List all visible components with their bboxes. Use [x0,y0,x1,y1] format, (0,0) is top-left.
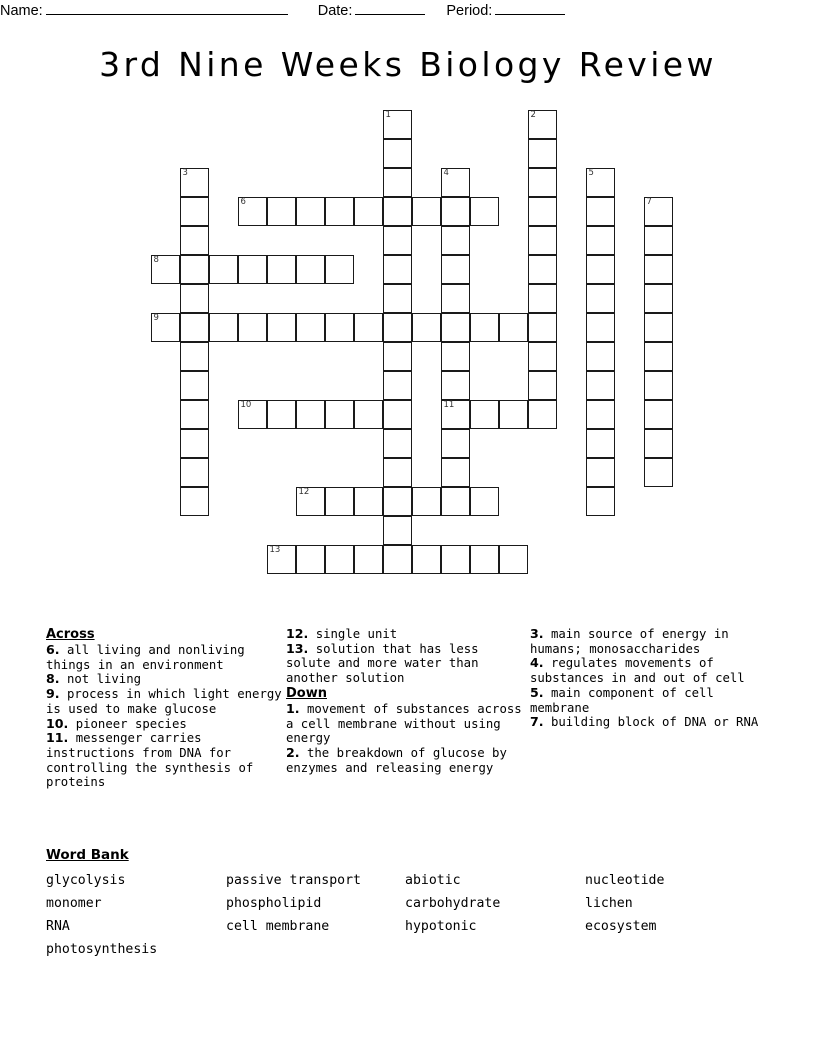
date-label: Date: [317,3,353,19]
crossword-cell[interactable] [412,487,441,516]
crossword-cell[interactable] [499,400,528,429]
clues-column-1 [46,627,282,790]
crossword-cell[interactable] [383,487,412,516]
crossword-cell[interactable] [470,197,499,226]
clue-number: 1. [286,700,300,716]
word-bank-list [46,869,776,961]
clue-text: messenger carries instructions from DNA for controlling the synthesis of proteins [46,731,254,790]
crossword-cell[interactable] [267,197,296,226]
crossword-cell[interactable] [383,342,412,371]
crossword-cell[interactable] [180,429,209,458]
clue-text: regulates movements of substances in and out of cell [530,656,745,686]
clue-text: not living [59,672,141,687]
crossword-cell[interactable] [644,400,673,429]
crossword-cell[interactable] [441,400,470,429]
word-bank-item: monomer [46,896,102,911]
crossword-cell[interactable] [586,429,615,458]
clue-item [530,627,774,656]
word-bank-title: Word Bank [46,847,129,863]
crossword-cell[interactable] [586,313,615,342]
crossword-cell[interactable] [644,226,673,255]
clue-number: 8. [46,671,60,687]
crossword-cell[interactable] [180,197,209,226]
crossword-cell[interactable] [383,545,412,574]
crossword-cell[interactable] [383,110,412,139]
crossword-cell[interactable] [180,168,209,197]
word-bank-item: carbohydrate [405,896,501,911]
clue-text: solution that has less solute and more water than another solution [286,641,479,686]
crossword-cell[interactable] [586,458,615,487]
word-bank-item: phospholipid [226,896,322,911]
clue-item [286,627,526,642]
period-label: Period: [446,3,493,19]
crossword-cell[interactable] [180,226,209,255]
crossword-cell-number: 13 [269,545,281,555]
crossword-cell[interactable] [383,458,412,487]
word-bank-row [46,915,776,938]
clue-item [286,702,526,746]
crossword-cell[interactable] [441,458,470,487]
crossword-cell[interactable] [383,371,412,400]
crossword-cell[interactable] [180,487,209,516]
clues-section [46,627,774,842]
crossword-cell[interactable] [528,110,557,139]
crossword-cell-number: 11 [443,400,455,410]
clues-column-2 [286,627,526,775]
crossword-cell[interactable] [644,255,673,284]
crossword-cell[interactable] [441,168,470,197]
crossword-cell-number: 7 [646,197,652,207]
crossword-cell[interactable] [383,197,412,226]
crossword-cell[interactable] [586,197,615,226]
crossword-cell[interactable] [499,313,528,342]
crossword-cell[interactable] [238,400,267,429]
crossword-cell[interactable] [441,226,470,255]
crossword-cell[interactable] [296,487,325,516]
word-bank-item: abiotic [405,873,461,888]
clue-item [46,672,282,687]
word-bank-section [46,845,776,961]
clue-number: 7. [530,714,544,730]
crossword-cell[interactable] [267,255,296,284]
crossword-cell[interactable] [209,313,238,342]
crossword-cell[interactable] [180,371,209,400]
crossword-cell[interactable] [296,197,325,226]
word-bank-item: hypotonic [405,919,477,934]
crossword-cell[interactable] [528,168,557,197]
word-bank-row [46,869,776,892]
name-label: Name: [0,3,43,19]
crossword-cell[interactable] [180,400,209,429]
crossword-cell-number: 4 [443,168,449,178]
crossword-cell[interactable] [267,313,296,342]
crossword-cell[interactable] [441,545,470,574]
clue-text: main component of cell membrane [530,685,714,715]
crossword-cell[interactable] [470,313,499,342]
clue-item [46,687,282,716]
crossword-cell[interactable] [644,458,673,487]
crossword-cell-number: 10 [240,400,252,410]
crossword-cell[interactable] [180,255,209,284]
crossword-cell[interactable] [586,371,615,400]
page-title: 3rd Nine Weeks Biology Review [99,45,717,84]
crossword-cell[interactable] [441,313,470,342]
crossword-cell[interactable] [383,168,412,197]
crossword-cell[interactable] [383,255,412,284]
word-bank-row [46,938,776,961]
clues-column-3 [530,627,774,730]
crossword-cell[interactable] [296,255,325,284]
crossword-cell[interactable] [528,284,557,313]
crossword-cell[interactable] [354,545,383,574]
clue-item [46,731,282,790]
crossword-cell[interactable] [586,226,615,255]
crossword-cell[interactable] [180,458,209,487]
word-bank-item: photosynthesis [46,942,158,957]
crossword-cell[interactable] [528,400,557,429]
crossword-cell[interactable] [441,487,470,516]
crossword-cell[interactable] [383,429,412,458]
crossword-cell[interactable] [586,400,615,429]
crossword-cell[interactable] [644,284,673,313]
crossword-cell[interactable] [441,371,470,400]
crossword-cell[interactable] [499,545,528,574]
crossword-cell[interactable] [441,255,470,284]
crossword-cell[interactable] [586,284,615,313]
crossword-cell[interactable] [441,429,470,458]
crossword-cell[interactable] [180,342,209,371]
word-bank-item: cell membrane [226,919,330,934]
clue-item [46,643,282,672]
clue-number: 3. [530,626,544,641]
crossword-cell[interactable] [470,545,499,574]
clue-text: process in which light energy is used to make glucose [46,687,282,716]
clue-text: single unit [308,627,398,641]
crossword-cell-number: 8 [153,255,159,265]
crossword-cell[interactable] [644,429,673,458]
crossword-cell[interactable] [383,226,412,255]
crossword-cell[interactable] [325,197,354,226]
crossword-cell[interactable] [325,545,354,574]
crossword-cell[interactable] [325,487,354,516]
crossword-cell[interactable] [528,313,557,342]
crossword-cell[interactable] [441,197,470,226]
crossword-cell[interactable] [586,168,615,197]
clue-number: 5. [530,684,544,700]
crossword-cell[interactable] [470,400,499,429]
crossword-cell[interactable] [528,255,557,284]
clue-item [286,746,526,775]
crossword-cell[interactable] [528,197,557,226]
across-heading: Across [46,627,95,642]
crossword-cell[interactable] [354,313,383,342]
word-bank-row [46,892,776,915]
crossword-cell[interactable] [412,545,441,574]
crossword-cell[interactable] [383,284,412,313]
down-heading: Down [286,685,327,701]
crossword-cell[interactable] [209,255,238,284]
crossword-cell[interactable] [441,284,470,313]
crossword-cell[interactable] [586,255,615,284]
clue-item [530,715,774,730]
crossword-cell[interactable] [528,342,557,371]
clue-item [46,717,282,732]
crossword-cell[interactable] [441,342,470,371]
crossword-cell[interactable] [528,226,557,255]
crossword-cell-number: 1 [385,110,391,120]
crossword-cell-number: 2 [530,110,536,120]
crossword-cell[interactable] [296,545,325,574]
crossword-cell[interactable] [151,313,180,342]
crossword-cell[interactable] [412,197,441,226]
clue-item [530,656,774,685]
crossword-cell[interactable] [470,487,499,516]
clue-number: 11. [46,730,69,746]
crossword-cell[interactable] [586,487,615,516]
crossword-cell[interactable] [644,313,673,342]
crossword-cell[interactable] [644,342,673,371]
word-bank-item: RNA [46,919,70,934]
crossword-cell[interactable] [238,313,267,342]
crossword-cell[interactable] [412,313,441,342]
crossword-cell[interactable] [151,255,180,284]
clue-text: the breakdown of glucose by enzymes and releasing energy [286,745,507,775]
clue-item [286,642,526,686]
word-bank-item: nucleotide [585,873,665,888]
clue-number: 13. [286,640,309,656]
clue-text: building block of DNA or RNA [543,715,759,730]
crossword-cell[interactable] [644,371,673,400]
crossword-cell[interactable] [383,139,412,168]
clue-item [530,686,774,715]
clue-number: 9. [46,686,60,702]
crossword-cell[interactable] [383,400,412,429]
crossword-cell[interactable] [354,197,383,226]
crossword-cell[interactable] [238,255,267,284]
crossword-cell[interactable] [528,371,557,400]
crossword-cell-number: 3 [182,168,188,178]
crossword-cell-number: 6 [240,197,246,207]
clue-number: 12. [286,626,309,641]
word-bank-item: passive transport [226,873,361,888]
crossword-cell[interactable] [383,516,412,545]
crossword-cell[interactable] [180,313,209,342]
crossword-cell[interactable] [296,400,325,429]
clue-number: 6. [46,642,60,657]
clue-number: 2. [286,744,300,760]
word-bank-item: glycolysis [46,873,126,888]
crossword-cell[interactable] [325,400,354,429]
crossword-cell[interactable] [267,400,296,429]
crossword-cell[interactable] [383,313,412,342]
crossword-cell[interactable] [586,342,615,371]
crossword-cell-number: 5 [588,168,594,178]
word-bank-item: lichen [585,896,633,911]
crossword-cell[interactable] [354,487,383,516]
crossword-cell[interactable] [325,313,354,342]
crossword-cell-number: 12 [298,487,310,497]
crossword-cell[interactable] [644,197,673,226]
clue-number: 10. [46,715,69,731]
crossword-cell[interactable] [528,139,557,168]
crossword-cell[interactable] [325,255,354,284]
crossword-cell[interactable] [354,400,383,429]
clue-text: pioneer species [68,716,187,731]
crossword-cell[interactable] [267,545,296,574]
clue-text: main source of energy in humans; monosaccharides [530,627,729,656]
word-bank-item: ecosystem [585,919,657,934]
clue-number: 4. [530,655,544,671]
crossword-cell[interactable] [296,313,325,342]
crossword-cell[interactable] [180,284,209,313]
crossword-cell[interactable] [238,197,267,226]
clue-text: all living and nonliving things in an environment [46,643,245,672]
crossword-cell-number: 9 [153,313,159,323]
clue-text: movement of substances across a cell membrane without using energy [286,701,522,746]
